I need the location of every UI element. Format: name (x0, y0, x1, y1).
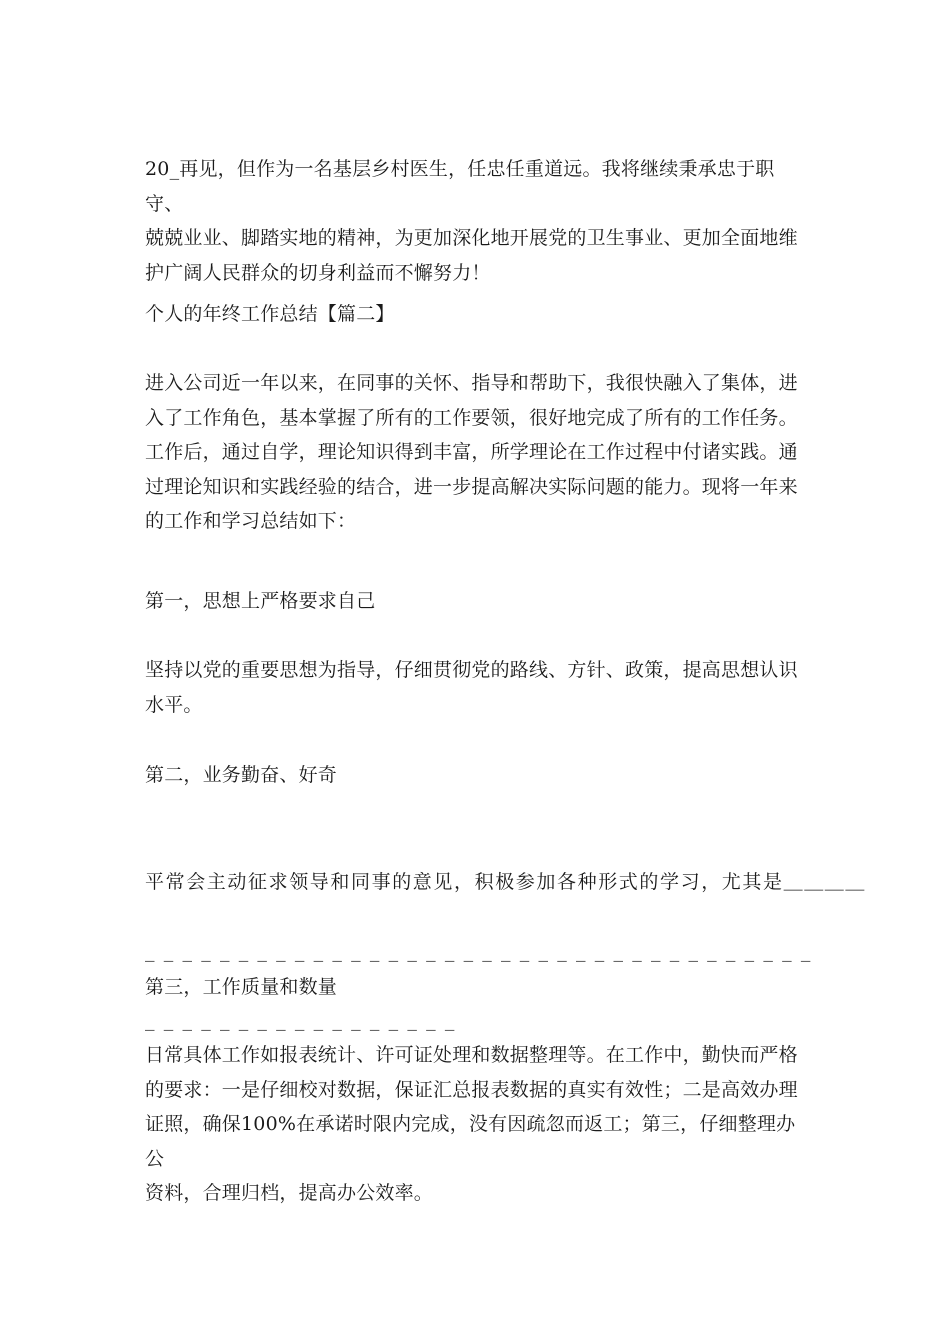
point-two-paragraph (145, 830, 867, 1072)
point-one-paragraph: 坚持以党的重要思想为指导，仔细贯彻党的路线、方针、政策，提高思想认识 水平。 (145, 659, 798, 716)
point-two-heading: 第二，业务勤奋、好奇 (145, 764, 338, 786)
blank-fill-line: _ _ _ _ _ _ _ _ _ _ _ _ _ _ _ _ _ (145, 1008, 456, 1031)
point-three-paragraph: 日常具体工作如报表统计、许可证处理和数据整理等。在工作中，勤快而严格 的要求：一是仔细校对数据，保证汇总报表数据的真实有效性；二是高效办理 证照，确保100%在承诺时限内完成，没有因疏忽而返工；第三，仔细整理办公 资料，合理归档，提高办公效率。 (145, 1044, 798, 1204)
closing-paragraph: 20_再见，但作为一名基层乡村医生，任忠任重道远。我将继续秉承忠于职守、 兢兢业业、脚踏实地的精神，为更加深化地开展党的卫生事业、更加全面地维 护广阔人民群众的切身利益而不懈努力！ (145, 158, 798, 284)
point-two-text: 平常会主动征求领导和同事的意见，积极参加各种形式的学习，尤其是＿＿＿＿ (145, 870, 867, 893)
intro-paragraph: 进入公司近一年以来，在同事的关怀、指导和帮助下，我很快融入了集体，进 入了工作角色，基本掌握了所有的工作要领，很好地完成了所有的工作任务。 工作后，通过自学，理论知识得到丰富，所学理论在工作过程中付诸实践。通 过理论知识和实践经验的结合，进一步提高解决实际问题的能力。现将一年来 的工作和学习总结如下： (145, 372, 798, 532)
section-title: 个人的年终工作总结【篇二】 (145, 303, 395, 325)
point-three-heading: 第三，工作质量和数量 (145, 976, 338, 998)
blank-fill-line: _ _ _ _ _ _ _ _ _ _ _ _ _ _ _ _ _ _ _ _ _ _ _ _ _ _ _ _ _ _ _ _ _ _ _ _ (145, 939, 812, 962)
point-one-heading: 第一，思想上严格要求自己 (145, 590, 376, 612)
